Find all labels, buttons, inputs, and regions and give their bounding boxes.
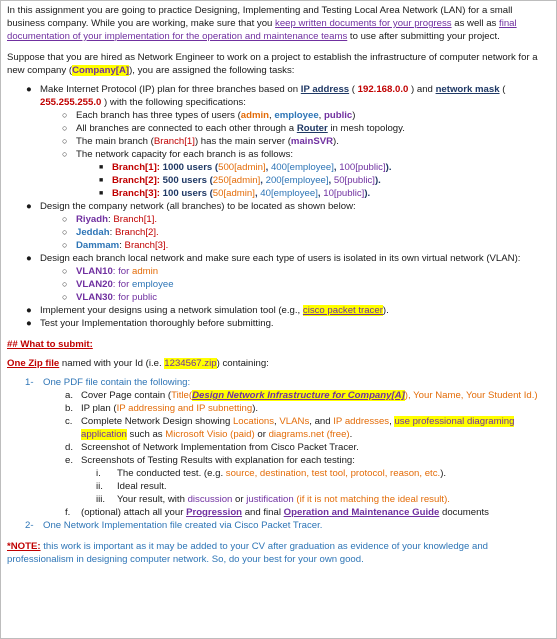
spec-text: ) <box>352 110 356 121</box>
vlan-20 <box>7 278 550 291</box>
zip-example: 1234567.zip <box>164 358 217 369</box>
branch-label: Branch[3]: <box>112 188 160 199</box>
separator: , <box>254 188 261 199</box>
task-text: ( <box>499 84 506 95</box>
zip-line <box>7 357 550 370</box>
note-label: *NOTE: <box>7 541 41 552</box>
submit-item-b <box>7 402 550 415</box>
task-design <box>7 200 550 213</box>
item-text: One Network Implementation file created via Cisco Packet Tracer. <box>43 520 323 531</box>
item-text: . <box>349 429 353 440</box>
separator: , <box>318 110 324 121</box>
admin-count: 50[admin] <box>212 188 255 199</box>
submit-item-e-ii <box>7 480 550 493</box>
employee-count: 400[employee] <box>270 162 334 173</box>
capacity-branch-2 <box>7 174 550 187</box>
ip-addresses-label: IP addresses <box>333 416 390 427</box>
intro-text: as well as <box>451 18 500 29</box>
separator: , <box>269 110 275 121</box>
submit-item-e-i <box>7 467 550 480</box>
progression-label: Progression <box>186 507 243 518</box>
task-text: ). <box>382 305 389 316</box>
list-letter: f. <box>65 507 71 518</box>
separator: , <box>265 162 271 173</box>
separator: , <box>260 175 266 186</box>
diagram-hint: application <box>81 429 127 440</box>
justification-label: justification <box>246 494 294 505</box>
diagrams-label: diagrams.net (free) <box>268 429 350 440</box>
spec-text: ) has the main server ( <box>194 136 291 147</box>
separator: , <box>389 416 395 427</box>
visio-label: Microsoft Visio (paid) <box>165 429 255 440</box>
user-count: 100 users ( <box>159 188 213 199</box>
separator: ). <box>364 188 371 199</box>
separator: : <box>119 240 125 251</box>
bullet-icon: ● <box>26 305 32 316</box>
task-implement <box>7 304 550 317</box>
vlan-id: VLAN20 <box>76 279 113 290</box>
public-count: 10[public] <box>323 188 365 199</box>
item-text: or <box>232 494 247 505</box>
capacity-branch-3 <box>7 187 550 200</box>
submit-item-d <box>7 441 550 454</box>
item-text: Ideal result. <box>117 481 167 492</box>
separator: ). <box>385 162 392 173</box>
branch-label: Branch[2]. <box>114 227 159 238</box>
item-text: Cover Page contain ( <box>81 390 172 401</box>
item-text: One PDF file contain the following: <box>43 377 191 388</box>
spec-text: Each branch has three types of users ( <box>76 110 241 121</box>
admin-count: 500[admin] <box>218 162 266 173</box>
submit-item-e-iii <box>7 493 550 506</box>
vlan-30 <box>7 291 550 304</box>
spec-capacity <box>7 148 550 161</box>
list-roman: ii. <box>96 481 103 492</box>
task-vlan <box>7 252 550 265</box>
network-mask-value: 255.255.255.0 <box>40 97 102 108</box>
spec-text: The main branch ( <box>76 136 154 147</box>
item-text: ). <box>440 468 447 479</box>
locations-label: Locations <box>232 416 275 427</box>
item-text: or <box>254 429 269 440</box>
intro-paragraph <box>7 4 550 43</box>
spec-router <box>7 122 550 135</box>
scenario-text: Suppose that you are hired as Network Engineer to work on a project to establish the infrastructure of computer network for a new company ( <box>7 52 538 76</box>
zip-text: ) containing: <box>216 358 269 369</box>
circle-bullet-icon: ○ <box>62 149 68 159</box>
vlan-id: VLAN30 <box>76 292 113 303</box>
title-value: Design Network Infrastructure for Company[A] <box>192 390 405 401</box>
diagram-hint: use professional diagraming <box>394 416 515 427</box>
list-letter: c. <box>65 416 73 427</box>
public-count: 100[public] <box>339 162 386 173</box>
branch-label: Branch[1] <box>153 136 195 147</box>
admin-count: 250[admin] <box>212 175 261 186</box>
public-label: public <box>324 110 353 121</box>
vlan-text: : for <box>112 292 132 303</box>
vlan-id: VLAN10 <box>76 266 113 277</box>
admin-label: admin <box>132 266 159 277</box>
progress-docs-link[interactable]: keep written documents for your progress <box>275 18 452 29</box>
task-text: Make Internet Protocol (IP) plan for three branches based on <box>40 84 301 95</box>
task-text: Implement your designs using a network simulation tool (e.g., <box>40 305 303 316</box>
item-text: ). <box>252 403 259 414</box>
location-dammam <box>7 239 550 252</box>
separator: ). <box>374 175 381 186</box>
list-number: 2- <box>25 520 34 531</box>
location-riyadh <box>7 213 550 226</box>
item-text: and final <box>242 507 284 518</box>
location-jeddah <box>7 226 550 239</box>
circle-bullet-icon: ○ <box>62 136 68 146</box>
list-roman: i. <box>96 468 101 479</box>
separator: , <box>274 416 280 427</box>
ip-address-value: 192.168.0.0 <box>357 84 409 95</box>
task-text: ) with the following specifications: <box>101 97 246 108</box>
item-text: IP plan ( <box>81 403 117 414</box>
task-text: Design each branch local network and make sure each type of users is isolated in its own virtual network (VLAN): <box>40 253 521 264</box>
intro-text: In this assignment you are going to practice Designing, Implementing and Testing Local Area Network (LAN) for a small business company. While you are working, make sure that you <box>7 5 513 29</box>
submit-item-2 <box>7 519 550 532</box>
final-docs-link[interactable]: final documentation of your implementation for the operation and maintenance teams <box>7 18 517 42</box>
submit-heading: ## What to submit: <box>7 339 93 350</box>
list-letter: d. <box>65 442 74 453</box>
item-text: documents <box>439 507 489 518</box>
item-text: Your result, with <box>117 494 188 505</box>
bullet-icon: ● <box>26 201 32 212</box>
circle-bullet-icon: ○ <box>62 214 68 224</box>
branch-label: Branch[3]. <box>124 240 169 251</box>
spec-text: The network capacity for each branch is as follows: <box>76 149 294 160</box>
bullet-icon: ● <box>26 318 32 329</box>
server-label: mainSVR <box>290 136 334 147</box>
submit-item-1 <box>7 376 550 389</box>
ip-address-label: IP address <box>300 84 350 95</box>
discussion-label: discussion <box>187 494 233 505</box>
circle-bullet-icon: ○ <box>62 110 68 120</box>
vlan-text: : for <box>112 266 132 277</box>
task-text: ) and <box>408 84 436 95</box>
submit-item-a <box>7 389 550 402</box>
vlan-10 <box>7 265 550 278</box>
item-text: Screenshots of Testing Results with explanation for each testing: <box>81 455 355 466</box>
public-count: 50[public] <box>333 175 375 186</box>
task-text: Test your Implementation thoroughly before submitting. <box>40 318 274 329</box>
circle-bullet-icon: ○ <box>62 227 68 237</box>
public-label: public <box>132 292 158 303</box>
scenario-paragraph <box>7 51 550 77</box>
item-text: , and <box>309 416 334 427</box>
zip-text: named with your Id (i.e. <box>59 358 165 369</box>
spec-text: ). <box>333 136 339 147</box>
vlan-text: : for <box>112 279 132 290</box>
employee-count: 40[employee] <box>260 188 318 199</box>
square-bullet-icon: ■ <box>99 164 104 171</box>
submit-item-c <box>7 415 550 441</box>
ip-plan-detail: IP addressing and IP subnetting <box>116 403 253 414</box>
branch-label: Branch[2]: <box>112 175 160 186</box>
list-letter: e. <box>65 455 74 466</box>
square-bullet-icon: ■ <box>99 177 104 184</box>
branch-label: Branch[1]. <box>113 214 158 225</box>
item-text: Complete Network Design showing <box>81 416 233 427</box>
cover-fields: Your Name, Your Student Id.) <box>413 390 538 401</box>
test-fields: source, destination, test tool, protocol, reason, etc. <box>225 468 441 479</box>
user-count: 1000 users ( <box>159 162 219 173</box>
capacity-branch-1 <box>7 161 550 174</box>
item-text: (if it is not matching the ideal result). <box>293 494 450 505</box>
circle-bullet-icon: ○ <box>62 266 68 276</box>
list-letter: a. <box>65 390 74 401</box>
submit-item-f <box>7 506 550 519</box>
list-roman: iii. <box>96 494 106 505</box>
spec-text: in mesh topology. <box>327 123 405 134</box>
branch-label: Branch[1]: <box>112 162 160 173</box>
submit-item-e <box>7 454 550 467</box>
spec-text: All branches are connected to each other through a <box>76 123 297 134</box>
city-label: Dammam <box>76 240 120 251</box>
separator: , <box>328 175 334 186</box>
note-text: this work is important as it may be added to your CV after graduation as evidence of your knowledge and professionalism in designing computer network. So, do your best for your own good. <box>7 541 488 565</box>
separator: : <box>108 214 114 225</box>
item-text: (optional) attach all your <box>81 507 187 518</box>
employee-label: employee <box>274 110 319 121</box>
network-mask-label: network mask <box>435 84 500 95</box>
circle-bullet-icon: ○ <box>62 240 68 250</box>
admin-label: admin <box>240 110 270 121</box>
circle-bullet-icon: ○ <box>62 292 68 302</box>
zip-label: One Zip file <box>7 358 60 369</box>
task-text: Design the company network (all branches) to be located as shown below: <box>40 201 356 212</box>
task-test <box>7 317 550 330</box>
list-number: 1- <box>25 377 34 388</box>
spec-main-branch <box>7 135 550 148</box>
item-text: ), <box>404 390 414 401</box>
intro-text: to use after submitting your project. <box>347 31 500 42</box>
bullet-icon: ● <box>26 253 32 264</box>
title-label: Title( <box>171 390 193 401</box>
guide-label: Operation and Maintenance Guide <box>283 507 440 518</box>
employee-count: 200[employee] <box>265 175 329 186</box>
user-count: 500 users ( <box>159 175 213 186</box>
spec-user-types <box>7 109 550 122</box>
vlans-label: VLANs <box>279 416 310 427</box>
bullet-icon: ● <box>26 84 32 95</box>
note-paragraph <box>7 540 550 566</box>
city-label: Jeddah <box>76 227 110 238</box>
list-letter: b. <box>65 403 74 414</box>
employee-label: employee <box>132 279 174 290</box>
separator: , <box>317 188 324 199</box>
square-bullet-icon: ■ <box>99 190 104 197</box>
separator: : <box>109 227 115 238</box>
router-label: Router <box>296 123 328 134</box>
item-text: The conducted test. (e.g. <box>117 468 226 479</box>
task-text: ( <box>349 84 358 95</box>
item-text: such as <box>126 429 166 440</box>
item-text: Screenshot of Network Implementation from Cisco Packet Tracer. <box>81 442 359 453</box>
company-name: Company[A] <box>72 65 130 76</box>
packet-tracer-link[interactable]: cisco packet tracer <box>302 305 383 316</box>
scenario-text: ), you are assigned the following tasks: <box>129 65 295 76</box>
task-ip-plan <box>7 83 550 109</box>
city-label: Riyadh <box>76 214 108 225</box>
circle-bullet-icon: ○ <box>62 279 68 289</box>
separator: , <box>333 162 340 173</box>
circle-bullet-icon: ○ <box>62 123 68 133</box>
